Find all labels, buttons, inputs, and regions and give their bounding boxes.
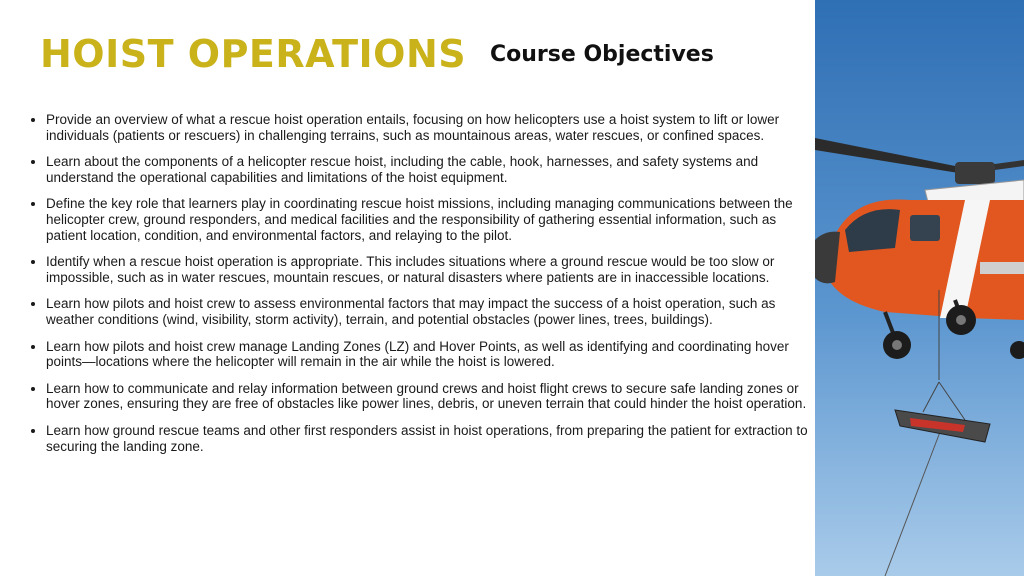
helicopter-photo [815, 0, 1024, 576]
objective-item: • Learn how pilots and hoist crew manage Landing Zones (LZ) and Hover Points, as well as identifying and coordinating hover points—locations where the helicopter will remain in the air while the hoist is lowered. [46, 339, 816, 370]
objectives-list [28, 112, 816, 465]
objective-item: • Identify when a rescue hoist operation is appropriate. This includes situations where a ground rescue would be too slow or impossible, such as in water rescues, mountain rescues, or natural disasters where patients are in inaccessible locations. [46, 254, 816, 285]
objective-item: • Learn how to communicate and relay information between ground crews and hoist flight crews to secure safe landing zones or hover zones, ensuring they are free of obstacles like power lines, debris, or uneven terrain that could hinder the hoist operation. [46, 381, 816, 412]
hoist-arm [980, 262, 1024, 274]
objective-item: • Learn how pilots and hoist crew to assess environmental factors that may impact the success of a hoist operation, such as weather conditions (wind, visibility, storm activity), terrain, and potential obstacles (power lines, trees, buildings). [46, 296, 816, 327]
objective-item: • Define the key role that learners play in coordinating rescue hoist missions, including managing communications between the helicopter crew, ground responders, and medical facilities and the responsibility of gathering essential information, such as patient location, condition, and environmental factors, and relaying to the pilot. [46, 196, 816, 243]
rotor-hub [955, 162, 995, 184]
objective-item: • Learn about the components of a helicopter rescue hoist, including the cable, hook, harnesses, and safety systems and understand the operational capabilities and limitations of the hoist equipment. [46, 154, 816, 185]
door-window [910, 215, 940, 241]
slide-subtitle: Course Objectives [490, 42, 714, 67]
objective-item: • Learn how ground rescue teams and other first responders assist in hoist operations, from preparing the patient for extraction to securing the landing zone. [46, 423, 816, 454]
slide-title: HOIST OPERATIONS [40, 32, 467, 76]
objective-item: • Provide an overview of what a rescue hoist operation entails, focusing on how helicopters use a hoist system to lift or lower individuals (patients or rescuers) in challenging terrains, such as mountainous areas, water rescues, or confined spaces. [46, 112, 816, 143]
